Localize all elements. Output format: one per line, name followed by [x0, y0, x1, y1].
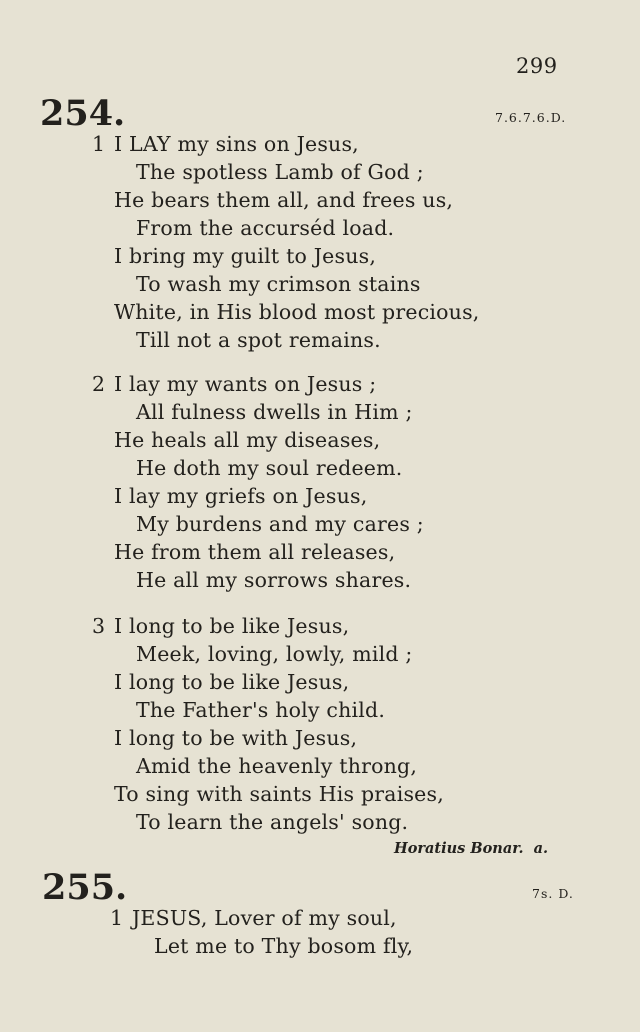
verse-line: All fulness dwells in Him ; — [136, 400, 413, 424]
verse-line: The spotless Lamb of God ; — [136, 160, 424, 184]
verse-line: To wash my crimson stains — [136, 272, 421, 296]
verse-line: I LAY my sins on Jesus, — [114, 132, 359, 156]
author-name: Horatius Bonar. — [394, 840, 524, 857]
verse-line: Till not a spot remains. — [136, 328, 381, 352]
verse-line: From the accurséd load. — [136, 216, 395, 240]
verse-line: He doth my soul redeem. — [136, 456, 403, 480]
author-suffix: a. — [533, 840, 549, 857]
verse-line: To learn the angels' song. — [136, 810, 409, 834]
verse-line: Let me to Thy bosom fly, — [154, 934, 414, 958]
verse-line: My burdens and my cares ; — [136, 512, 424, 536]
verse-2-number: 2 — [92, 372, 106, 396]
hymn-255-number: 255. — [42, 867, 128, 908]
verse-line: I lay my wants on Jesus ; — [114, 372, 377, 396]
verse-line: I long to be with Jesus, — [114, 726, 358, 750]
verse-line: He heals all my diseases, — [114, 428, 381, 452]
verse-line: The Father's holy child. — [136, 698, 386, 722]
verse-line: White, in His blood most precious, — [114, 300, 480, 324]
verse-line: I lay my griefs on Jesus, — [114, 484, 368, 508]
page-number: 299 — [516, 54, 558, 78]
verse-line: To sing with saints His praises, — [114, 782, 444, 806]
hymn-254-meter: 7.6.7.6.D. — [495, 110, 567, 125]
verse-line: I long to be like Jesus, — [114, 614, 350, 638]
verse-line: He all my sorrows shares. — [136, 568, 412, 592]
verse-line: I bring my guilt to Jesus, — [114, 244, 377, 268]
hymn-author — [394, 840, 548, 857]
verse-line: JESUS, Lover of my soul, — [132, 906, 397, 930]
hymn-255-meter: 7s. D. — [532, 886, 574, 901]
verse-line: He from them all releases, — [114, 540, 396, 564]
verse-1-number: 1 — [110, 906, 124, 930]
verse-line: I long to be like Jesus, — [114, 670, 350, 694]
verse-1-number: 1 — [92, 132, 106, 156]
verse-line: He bears them all, and frees us, — [114, 188, 454, 212]
verse-line: Amid the heavenly throng, — [136, 754, 418, 778]
hymn-254-number: 254. — [40, 93, 126, 134]
verse-line: Meek, loving, lowly, mild ; — [136, 642, 413, 666]
verse-3-number: 3 — [92, 614, 106, 638]
